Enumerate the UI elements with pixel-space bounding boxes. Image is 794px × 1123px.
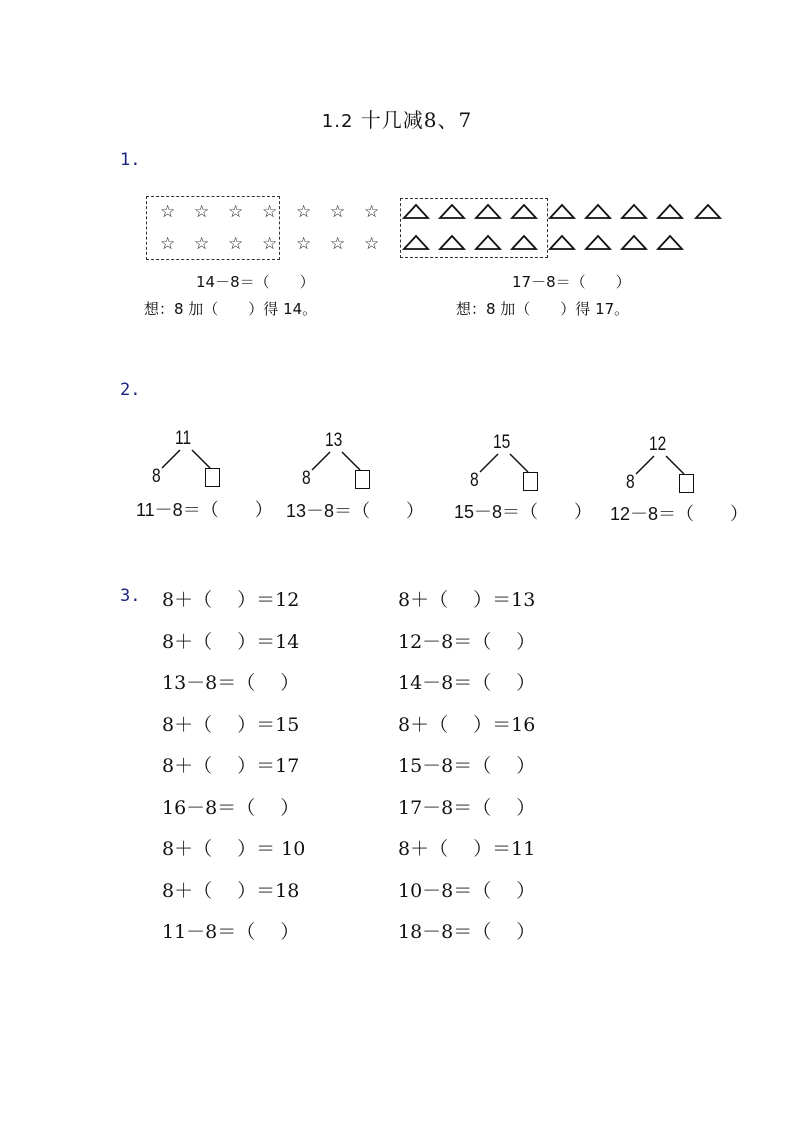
triangle-icon (404, 205, 428, 218)
q3-right-exercise: 8＋（ ）＝16 (398, 713, 536, 736)
answer-box[interactable] (205, 468, 220, 487)
q3-right-exercise: 18－8＝（ ） (398, 921, 536, 943)
triangle-icon (550, 205, 574, 218)
triangle-group (400, 198, 740, 264)
question-2-label: 2. (120, 380, 141, 400)
title-number: 1.2 (321, 111, 354, 132)
bond-equation: 12－8＝（ ） (610, 504, 749, 524)
triangle-icon (404, 236, 428, 249)
star-icon: ☆ (364, 234, 380, 254)
star-icon: ☆ (228, 202, 244, 222)
triangle-icon (586, 205, 610, 218)
triangle-icon (586, 236, 610, 249)
q3-right-exercise: 8＋（ ）＝11 (398, 838, 536, 860)
bond-part-known: 8 (626, 472, 635, 493)
q1-left-equation: 14－8＝（ ） (196, 273, 315, 291)
triangle-icon (550, 236, 574, 249)
bond-branch-left (312, 452, 330, 470)
q3-right-exercise: 14－8＝（ ） (398, 672, 536, 694)
q1-right-think: 想：8 加（ ）得 17。 (456, 300, 630, 318)
page-title (0, 104, 794, 133)
bond-equation: 13－8＝（ ） (286, 501, 425, 521)
star-icon: ☆ (194, 202, 210, 222)
bond-equation: 15－8＝（ ） (454, 502, 593, 522)
bond-branch-right (192, 450, 210, 468)
triangle-icon (512, 236, 536, 249)
triangle-icon (476, 236, 500, 249)
star-icon: ☆ (160, 234, 176, 254)
bond-part-known: 8 (302, 468, 311, 489)
triangle-icon (440, 236, 464, 249)
bond-equation: 11－8＝（ ） (136, 500, 273, 520)
bond-part-known: 8 (152, 466, 161, 487)
bond-total: 15 (493, 432, 511, 453)
star-icon: ☆ (330, 202, 346, 222)
bond-total: 12 (649, 434, 667, 455)
triangle-icon (658, 205, 682, 218)
q3-left-exercise: 8＋（ ）＝ 10 (162, 838, 306, 860)
q3-left-exercise: 8＋（ ）＝17 (162, 755, 300, 777)
bond-part-known: 8 (470, 470, 479, 491)
triangle-icon (696, 205, 720, 218)
bond-branch-right (342, 452, 360, 470)
triangle-grid (400, 198, 740, 262)
star-icon: ☆ (364, 202, 380, 222)
question-1-label: 1. (120, 150, 141, 170)
q3-left-exercise: 11－8＝（ ） (162, 921, 300, 943)
triangle-icon (512, 205, 536, 218)
q3-left-exercise: 16－8＝（ ） (162, 796, 300, 819)
title-text: 十几减8、7 (360, 108, 473, 132)
bond-branch-left (636, 456, 654, 474)
q3-left-exercise: 8＋（ ）＝12 (162, 589, 300, 611)
bond-branch-right (666, 456, 684, 474)
bond-total: 13 (325, 430, 343, 451)
q3-left-exercise: 8＋（ ）＝14 (162, 630, 300, 653)
q3-right-exercise: 17－8＝（ ） (398, 796, 536, 819)
triangle-icon (622, 236, 646, 249)
question-3-label: 3. (120, 586, 141, 606)
bond-total: 11 (175, 428, 192, 449)
answer-box[interactable] (679, 474, 694, 493)
q3-right-exercise: 15－8＝（ ） (398, 755, 536, 777)
triangle-icon (440, 205, 464, 218)
q3-right-exercise: 8＋（ ）＝13 (398, 589, 536, 611)
q3-left-exercise: 8＋（ ）＝15 (162, 713, 300, 736)
q3-left-exercise: 13－8＝（ ） (162, 672, 300, 694)
star-icon: ☆ (296, 234, 312, 254)
star-icon: ☆ (330, 234, 346, 254)
star-icon: ☆ (262, 202, 278, 222)
answer-box[interactable] (355, 470, 370, 489)
bond-branch-right (510, 454, 528, 472)
star-icon: ☆ (194, 234, 210, 254)
triangle-icon (622, 205, 646, 218)
star-icon: ☆ (160, 202, 176, 222)
q3-left-exercise: 8＋（ ）＝18 (162, 879, 300, 902)
star-icon: ☆ (262, 234, 278, 254)
bond-branch-left (480, 454, 498, 472)
q1-left-think: 想：8 加（ ）得 14。 (144, 300, 318, 318)
q1-right-equation: 17－8＝（ ） (512, 273, 631, 291)
star-group (146, 196, 426, 262)
q3-right-exercise: 10－8＝（ ） (398, 879, 536, 902)
answer-box[interactable] (523, 472, 538, 491)
triangle-icon (476, 205, 500, 218)
star-icon: ☆ (228, 234, 244, 254)
triangle-icon (658, 236, 682, 249)
q3-right-exercise: 12－8＝（ ） (398, 630, 536, 653)
star-icon: ☆ (296, 202, 312, 222)
bond-branch-left (162, 450, 180, 468)
